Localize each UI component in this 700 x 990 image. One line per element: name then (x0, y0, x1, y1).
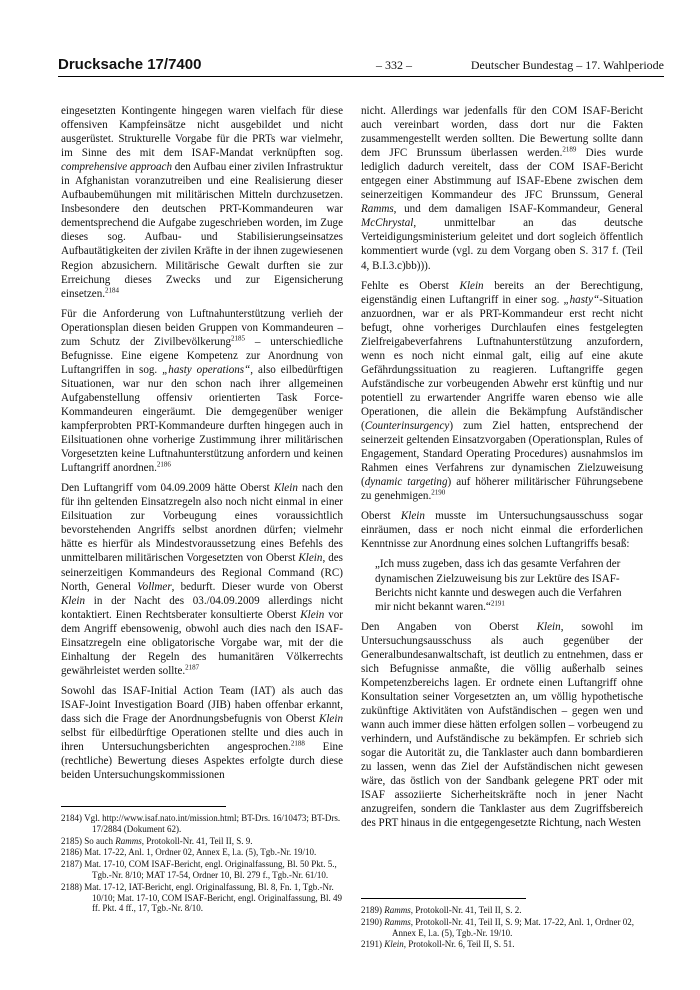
footnote: 2190) Ramms, Protokoll-Nr. 41, Teil II, S. 9; Mat. 17-22, Anl. 1, Ordner 02, Annex E, l.a. (5), Tgb.-Nr. 19/10. (361, 916, 634, 938)
footnote: 2186) Mat. 17-22, Anl. 1, Ordner 02, Annex E, l.a. (5), Tgb.-Nr. 19/10. (61, 847, 317, 858)
paragraph: Für die Anforderung von Luftnahunterstützung verlieh der Operationsplan diesen beiden Gruppen von Kommandeuren – zum Schutz der Zivilbevölkerung$^{2185}$ – unterschiedliche Befugnisse. Eine eigene Kompetenz zur Anordnung von Luftangriffen in sog. „hasty operations“, also eilbedürftigen Situationen, war nur den schon nach ihrer allgemeinen Aufgabenstellung offensiv orientierten Task Force-Kommandeuren eingeräumt. Die demgegenüber weniger kampferprobten PRT-Kommandeure durften hingegen auch in Eilsituationen ohne vorherige Zustimmung ihrer militärischen Vorgesetzten keine Luftnahunterstützung anfordern und keinen Luftangriff anordnen.$^{2186}$ (61, 307, 343, 475)
right-column (361, 104, 643, 836)
footnote: 2188) Mat. 17-12, IAT-Bericht, engl. Originalfassung, Bl. 8, Fn. 1, Tgb.-Nr. 10/10; Mat. 17-10, COM ISAF-Bericht, engl. Originalfassung, Bl. 49 ff. Pkt. 4 ff., 17, Tgb.-Nr. 8/10. (61, 881, 342, 914)
document-id: Drucksache 17/7400 (58, 56, 202, 73)
paragraph: Fehlte es Oberst Klein bereits an der Berechtigung, eigenständig einen Luftangriff in einer sog. „hasty“-Situation anzuordnen, war er als PRT-Kommandeur erst recht nicht befugt, ohne vorheriges Durchlaufen eines festgelegten Zielfreigabeverfahrens Luftnahunterstützung anzufordern, wenn es noch nicht einmal galt, eilig auf eine akute Gefährdungssituation zu reagieren. Luftangriffe gegen Aufständische zur vorbeugenden Abwehr erst künftig und nur potentiell zu erwartender Angriffe waren ebenso wie alle Operationen, die allein die Bekämpfung Aufständischer (Counterinsurgency) zum Ziel hatten, entsprechend der seinerzeit geltenden Einsatzvorgaben (Operationsplan, Rules of Engagement, Standard Operating Procedures) ausnahmslos im Rahmen eines Verfahrens zur dynamischen Zielzuweisung (dynamic targeting) auf höherer militärischer Führungsebene zu genehmigen.$^{2190}$ (361, 279, 643, 503)
footnote: 2185) So auch Ramms, Protokoll-Nr. 41, Teil II, S. 9. (61, 835, 253, 846)
footnote: 2189) Ramms, Protokoll-Nr. 41, Teil II, S. 2. (361, 905, 522, 915)
paragraph: Den Angaben von Oberst Klein, sowohl im Untersuchungsausschuss als auch gegenüber der Generalbundesanwaltschaft, ist deutlich zu entnehmen, dass er sich Befugnisse anmaßte, die völlig außerhalb seines Kompetenzbereichs lagen. Er ordnete einen Luftangriff ohne Konsultation seiner Vorgesetzten an, um völlig hypothetische zukünftige Aktivitäten von Aufständischen – gegen wen und wann auch immer diese hätten erfolgen sollen – vorbeugend zu verhindern, und Aufständische zu bekämpfen. Er schrieb sich sogar die Autorität zu, die Tanklaster auch dann bombardieren zu lassen, wenn das Ziel der Aufständischen nicht gewesen wäre, das östlich von der Sandbank gelegene PRT oder mit ISAF assoziierte Sicherheitskräfte noch in jener Nacht anzugreifen, sondern die Tanklaster aus dem Zugriffsbereich des PRT hinaus in die entgegengesetzte Richtung, nach Westen (361, 620, 643, 830)
footnote-separator (361, 898, 526, 899)
footnote: 2184) Vgl. http://www.isaf.nato.int/mission.html; BT-Drs. 16/10473; BT-Drs. 17/2884 (Dokument 62). (61, 813, 341, 834)
page-number: – 332 – (376, 58, 412, 72)
footnote-ref: 2190 (431, 488, 446, 497)
paragraph: Sowohl das ISAF-Initial Action Team (IAT) als auch das ISAF-Joint Investigation Board (JIB) haben offenbar erkannt, dass sich die Frage der Anordnungsbefugnis von Oberst Klein selbst für eilbedürftige Operationen stellte und dies auch in ihren Untersuchungsberichten angesprochen.$^{2188}$ Eine (rechtliche) Bewertung dieses Aspektes erfolgte durch diese beiden Untersuchungskommissionen (61, 684, 343, 782)
left-column (61, 104, 343, 788)
footnote-ref: 2187 (185, 663, 200, 672)
footnote-ref: 2186 (156, 460, 171, 469)
paragraph: Den Luftangriff vom 04.09.2009 hätte Oberst Klein nach den für ihn geltenden Einsatzregeln also noch nicht einmal in einer Eilsituation zur Vorbeugung eines voraussichtlich bevorstehenden Angriffs selbst anordnen dürfen; vielmehr hätte es hierfür als Mindestvoraussetzung eines Befehls des unmittelbaren militärischen Vorgesetzten von Oberst Klein, des seinerzeitigen Kommandeurs des Regional Command (RC) North, General Vollmer, bedurft. Dieser wurde von Oberst Klein in der Nacht des 03./04.09.2009 allerdings nicht kontaktiert. Einen Rechtsberater konsultierte Oberst Klein vor dem Angriff ebensowenig, obwohl auch dies nach den ISAF-Einsatzregeln eine obligatorische Vorgabe war, mit der die Einhaltung der Regeln des humanitären Völkerrechts gewährleistet werden sollte.$^{2187}$ (61, 482, 344, 677)
footnotes-right (361, 905, 643, 951)
paragraph: nicht. Allerdings war jedenfalls für den COM ISAF-Bericht auch vereinbart worden, dass dort nur die Fakten zusammengestellt werden sollten. Die Bewertung sollte dann dem JFC Brunssum überlassen werden.$^{2189}$ Dies wurde lediglich dadurch vereitelt, dass der COM ISAF-Bericht entgegen einer Abstimmung auf ISAF-Ebene zwischen dem seinerzeitigen Kommandeur des JFC Brunssum, General Ramms, und dem damaligen ISAF-Kommandeur, General McChrystal, unmittelbar an das deutsche Verteidigungsministerium geleitet und dort sogleich öffentlich kommentiert wurde (vgl. zu dem Vorgang oben S. 317 f. (Teil 4, B.I.3.c)bb))). (361, 105, 644, 272)
footnote-ref: 2185 (231, 334, 246, 343)
footnote-ref: 2189 (562, 145, 577, 154)
paragraph: Oberst Klein musste im Untersuchungsausschuss sogar einräumen, dass er noch nicht einmal die erforderlichen Kenntnisse zur Anordnung eines solchen Luftangriffs besaß: (361, 510, 643, 551)
footnote-separator (61, 806, 226, 807)
footnotes-left (61, 813, 343, 915)
block-quote: „Ich muss zugeben, dass ich das gesamte Verfahren der dynamischen Zielzuweisung bis zur Lektüre des ISAF-Berichts nicht kannte und deswegen auch die Verfahren mir nicht bekannt waren.“$^{2191}$ (375, 558, 622, 613)
publisher-label: Deutscher Bundestag – 17. Wahlperiode (470, 58, 664, 72)
footnote-ref: 2188 (290, 739, 305, 748)
footnote-ref: 2184 (105, 285, 120, 294)
paragraph: eingesetzten Kontingente hingegen waren vielfach für diese offensiven Kampfeinsätze nicht ausgebildet und nicht ausgerüstet. Strukturelle Vorgabe für die PRTs war vielmehr, im Sinne des mit dem ISAF-Mandat verknüpften sog. comprehensive approach den Aufbau einer zivilen Infrastruktur in Afghanistan voranzutreiben und eine Realisierung dieser Aufbaubemühungen mit militärischen Mitteln durchzusetzen. Insbesondere den deutschen PRT-Kommandeuren war dementsprechend die Aufgabe zugeschrieben worden, im Zuge dieses sog. Aufbau- und Stabilisierungseinsatzes Aufbautätigkeiten der zivilen Kräfte in der ihnen zugewiesenen Region abzusichern. Militärische Gewalt durften sie zur Erreichung dieses Zwecks und zur Eigensicherung einsetzen.$^{2184}$ (61, 105, 343, 300)
footnote: 2187) Mat. 17-10, COM ISAF-Bericht, engl. Originalfassung, Bl. 50 Pkt. 5., Tgb.-Nr. 8/10; MAT 17-54, Ordner 10, Bl. 279 f., Tgb.-Nr. 61/10. (61, 859, 337, 880)
footnote-ref: 2191 (490, 598, 505, 607)
page-header (58, 56, 664, 77)
footnote: 2191) Klein, Protokoll-Nr. 6, Teil II, S. 51. (361, 939, 515, 950)
